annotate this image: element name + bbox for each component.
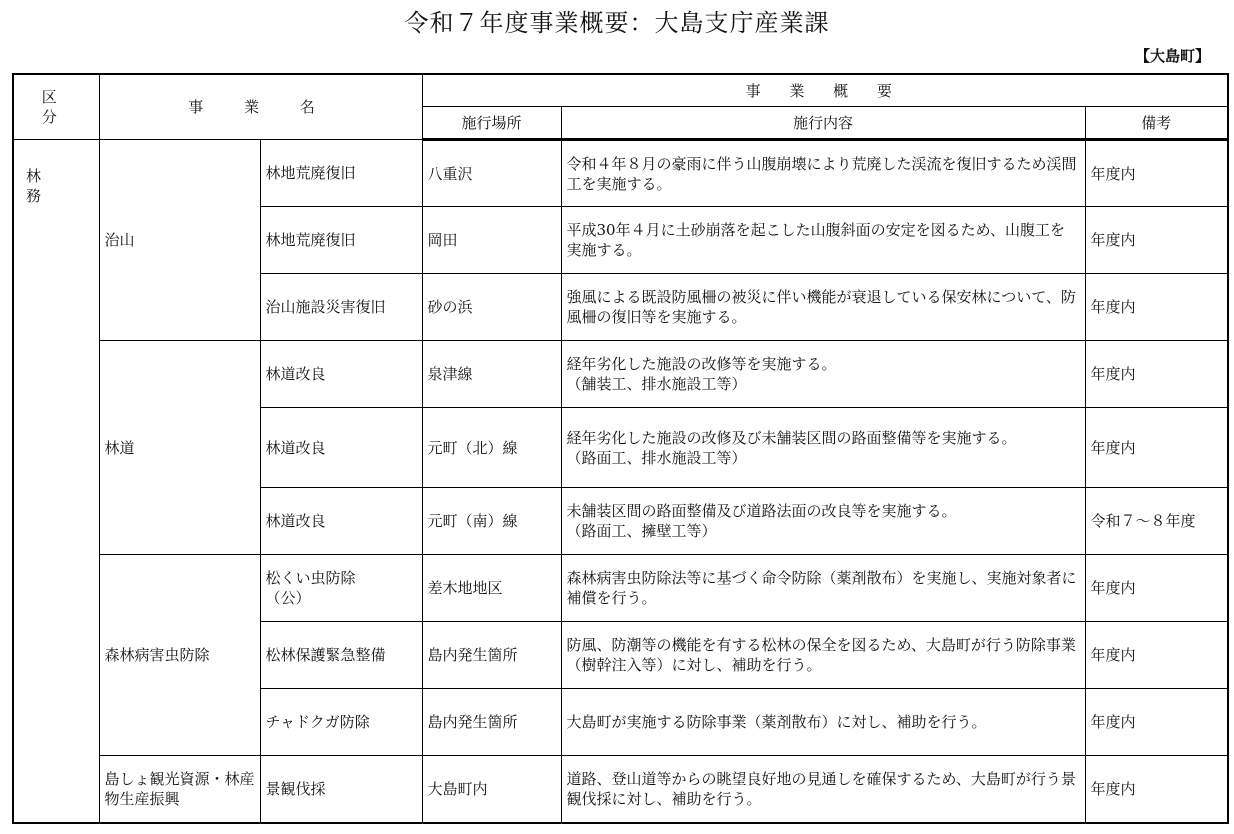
project-place: 島内発生箇所 <box>422 622 561 689</box>
category-cell: 森林病害虫防除 <box>99 555 260 756</box>
content-line: 未舗装区間の路面整備及び道路法面の改良等を実施する。 <box>566 502 957 520</box>
table-row <box>13 140 1228 207</box>
project-place: 元町（南）線 <box>422 488 561 555</box>
project-place: 岡田 <box>422 207 561 274</box>
project-place: 八重沢 <box>422 140 561 207</box>
project-name: 林地荒廃復旧 <box>260 140 422 207</box>
project-table <box>12 73 1229 824</box>
project-note: 令和７～８年度 <box>1085 488 1228 555</box>
project-place: 砂の浜 <box>422 274 561 341</box>
project-note: 年度内 <box>1085 689 1228 756</box>
project-content: 防風、防潮等の機能を有する松林の保全を図るため、大島町が行う防除事業（樹幹注入等）に対し、補助を行う。 <box>561 622 1085 689</box>
header-basho: 施行場所 <box>422 107 561 140</box>
table-row <box>13 341 1228 408</box>
project-name: 林道改良 <box>260 408 422 488</box>
project-name: チャドクガ防除 <box>260 689 422 756</box>
kubun-cell: 林 務 <box>13 140 99 823</box>
name-line: 松くい虫防除 <box>265 569 356 587</box>
content-subline: （路面工、擁壁工等） <box>566 522 717 540</box>
content-line: 経年劣化した施設の改修及び未舗装区間の路面整備等を実施する。 <box>566 428 1017 447</box>
project-content: 令和４年８月の豪雨に伴う山腹崩壊により荒廃した渓流を復旧するため渓間工を実施する。 <box>561 140 1085 207</box>
header-naiyo: 施行内容 <box>561 107 1085 140</box>
project-note: 年度内 <box>1085 756 1228 823</box>
project-name <box>260 555 422 622</box>
project-content: 大島町が実施する防除事業（薬剤散布）に対し、補助を行う。 <box>561 689 1085 756</box>
header-jigyomei: 事 業 名 <box>99 74 422 140</box>
header-kubun: 区 分 <box>13 74 99 140</box>
project-content <box>561 341 1085 408</box>
category-cell: 島しょ観光資源・林産物生産振興 <box>99 756 260 823</box>
project-note: 年度内 <box>1085 207 1228 274</box>
document-title: 令和７年度事業概要：大島支庁産業課 <box>404 9 830 37</box>
town-label: 【大島町】 <box>1134 47 1210 65</box>
project-content <box>561 488 1085 555</box>
project-name: 景観伐採 <box>260 756 422 823</box>
header-gaiyo: 事 業 概 要 <box>422 74 1228 107</box>
content-line: 経年劣化した施設の改修等を実施する。 <box>566 355 837 373</box>
project-name: 松林保護緊急整備 <box>260 622 422 689</box>
project-content: 森林病害虫防除法等に基づく命令防除（薬剤散布）を実施し、実施対象者に補償を行う。 <box>561 555 1085 622</box>
project-place: 泉津線 <box>422 341 561 408</box>
project-content: 平成30年４月に土砂崩落を起こした山腹斜面の安定を図るため、山腹工を実施する。 <box>561 207 1085 274</box>
content-subline: （路面工、排水施設工等） <box>566 448 747 467</box>
project-place: 大島町内 <box>422 756 561 823</box>
project-note: 年度内 <box>1085 274 1228 341</box>
table-row <box>13 555 1228 622</box>
project-content: 強風による既設防風柵の被災に伴い機能が衰退している保安林について、防風柵の復旧等を実施する。 <box>561 274 1085 341</box>
category-cell: 林道 <box>99 341 260 555</box>
project-note: 年度内 <box>1085 140 1228 207</box>
category-cell: 治山 <box>99 140 260 341</box>
project-place: 差木地地区 <box>422 555 561 622</box>
project-content <box>561 408 1085 488</box>
project-name: 林道改良 <box>260 488 422 555</box>
project-note: 年度内 <box>1085 341 1228 408</box>
project-note: 年度内 <box>1085 555 1228 622</box>
project-name: 治山施設災害復旧 <box>260 274 422 341</box>
project-name: 林道改良 <box>260 341 422 408</box>
project-place: 島内発生箇所 <box>422 689 561 756</box>
table-row <box>13 756 1228 823</box>
name-subline: （公） <box>265 589 311 607</box>
header-biko: 備考 <box>1085 107 1228 140</box>
project-note: 年度内 <box>1085 622 1228 689</box>
project-note: 年度内 <box>1085 408 1228 488</box>
content-subline: （舗装工、排水施設工等） <box>566 375 747 393</box>
project-place: 元町（北）線 <box>422 408 561 488</box>
project-content: 道路、登山道等からの眺望良好地の見通しを確保するため、大島町が行う景観伐採に対し、補助を行う。 <box>561 756 1085 823</box>
project-name: 林地荒廃復旧 <box>260 207 422 274</box>
